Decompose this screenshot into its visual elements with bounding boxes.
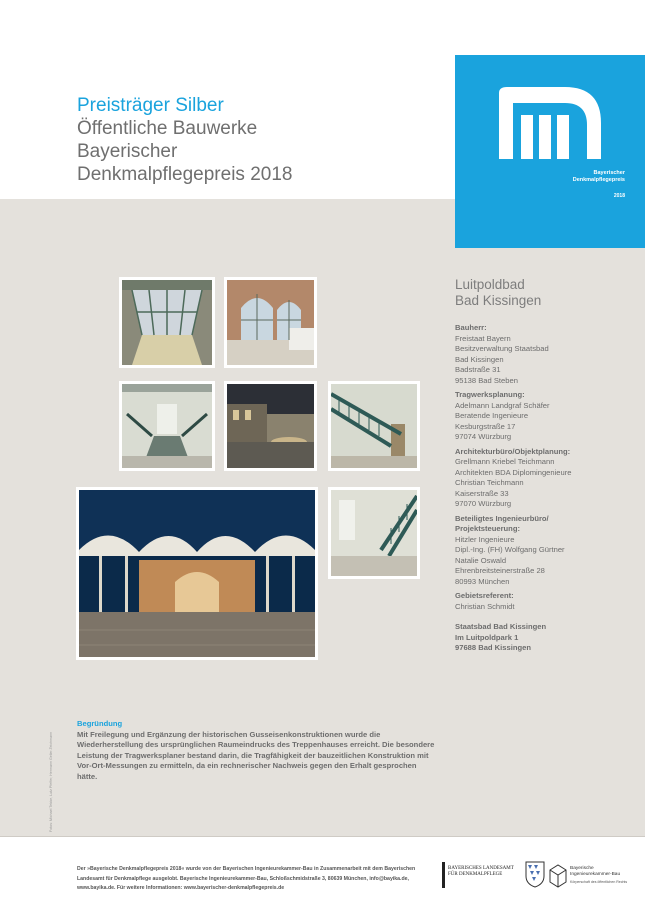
project-info	[455, 323, 640, 654]
photo-credit: Fotos: Michael Tebbe, Lutz Pfeffer, Hermann Geller-Teichmann	[49, 731, 53, 832]
owner-group: Bauherr: Freistaat Bayern Besitzverwaltung Staatsbad Bad Kissingen Badstraße 31 95138 Bad Steben	[455, 323, 640, 386]
staircase-image-1	[122, 384, 212, 468]
logo-wordmark: Bayerischer Denkmalpflegepreis	[572, 170, 625, 183]
award-level: Preisträger Silber	[77, 95, 224, 116]
referent-label: Gebietsreferent:	[455, 591, 514, 600]
chamber-logo: Bayerische Ingenieurekammer-Bau Körperschaft des öffentlichen Rechts	[548, 860, 644, 890]
poster-title	[77, 94, 292, 186]
photo-staircase-2	[328, 381, 420, 471]
hall-image	[227, 280, 314, 365]
engineer-group: Beteiligtes Ingenieurbüro/ Projektsteuerung: Hitzler Ingenieure Dipl.-Ing. (FH) Wolfgang Gürtner Natalie Oswald Ehrenbreitsteinerstraße 28 80993 München	[455, 514, 640, 588]
blfd-logo-bar-icon	[442, 862, 445, 888]
photo-wandelhalle	[76, 487, 318, 660]
logo-year: 2018	[613, 193, 625, 199]
engineer-label: Beteiligtes Ingenieurbüro/	[455, 513, 549, 523]
award-name-line1: Bayerischer	[77, 141, 178, 162]
photo-courtyard-night	[224, 381, 317, 471]
referent-group: Gebietsreferent: Christian Schmidt	[455, 591, 640, 612]
reason-text: Mit Freilegung und Ergänzung der historischen Gusseisenkonstruktionen wurde die Wiederherstellung des ursprünglichen Raumeindrucks des Treppenhauses erreicht. Die besondere Leistung der Tragwerksplaner bestand darin, die Tragfähigkeit der bauzeitlichen Konstruktion mit Vor-Ort-Messungen zu ermitteln, da ein rechnerischer Nachweis gegen den Erhalt gesprochen hätte.	[77, 729, 435, 781]
photo-skylight	[119, 277, 215, 368]
arch-logo-icon	[455, 55, 645, 248]
footer-text: Der »Bayerische Denkmalpflegepreis 2018« wurde von der Bayerischen Ingenieurekammer-Bau in Zusammenarbeit mit dem Bayerischen Landesamt für Denkmalpflege ausgelobt. Bayerische Ingenieurekammer-Bau, Schloßschmidstraße 3, 80639 München, info@bayika.de, www.bayika.de. Für weitere Informationen: www.bayerischer-denkmalpflegepreis.de	[77, 866, 416, 892]
architect-label: Architekturbüro/Objektplanung:	[455, 446, 571, 456]
structural-group: Tragwerksplanung: Adelmann Landgraf Schäfer Beratende Ingenieure Kesburgstraße 17 97074 Würzburg	[455, 390, 640, 443]
chamber-cube-icon	[548, 862, 568, 888]
award-category: Öffentliche Bauwerke	[77, 118, 258, 139]
wandelhalle-image	[79, 490, 315, 657]
reason-heading: Begründung	[77, 719, 123, 728]
project-city: Bad Kissingen	[455, 293, 542, 308]
footer-divider	[0, 836, 645, 837]
denkmalpflegepreis-logo	[455, 55, 645, 248]
photo-arched-hall	[224, 277, 317, 368]
courtyard-image	[227, 384, 314, 468]
owner-label: Bauherr:	[455, 323, 487, 332]
staircase-image-3	[331, 490, 417, 576]
staircase-image-2	[331, 384, 417, 468]
award-name-line2: Denkmalpflegepreis 2018	[77, 164, 293, 185]
photo-staircase-1	[119, 381, 215, 471]
bavarian-coat-of-arms-icon	[524, 860, 546, 888]
photo-staircase-3	[328, 487, 420, 579]
skylight-image	[122, 280, 212, 365]
blfd-logo: BAYERISCHES LANDESAMT FÜR DENKMALPFLEGE	[442, 862, 522, 888]
architect-group: Architekturbüro/Objektplanung: Grellmann Kriebel Teichmann Architekten BDA Diplomingenieure Christian Teichmann Kaiserstraße 33 97070 Würzburg	[455, 447, 640, 510]
client-address: Staatsbad Bad Kissingen Im Luitpoldpark 1 97688 Bad Kissingen	[455, 622, 547, 652]
project-name: Luitpoldbad	[455, 277, 525, 292]
structural-label: Tragwerksplanung:	[455, 390, 525, 399]
jury-statement	[77, 719, 437, 783]
project-title	[455, 277, 541, 309]
